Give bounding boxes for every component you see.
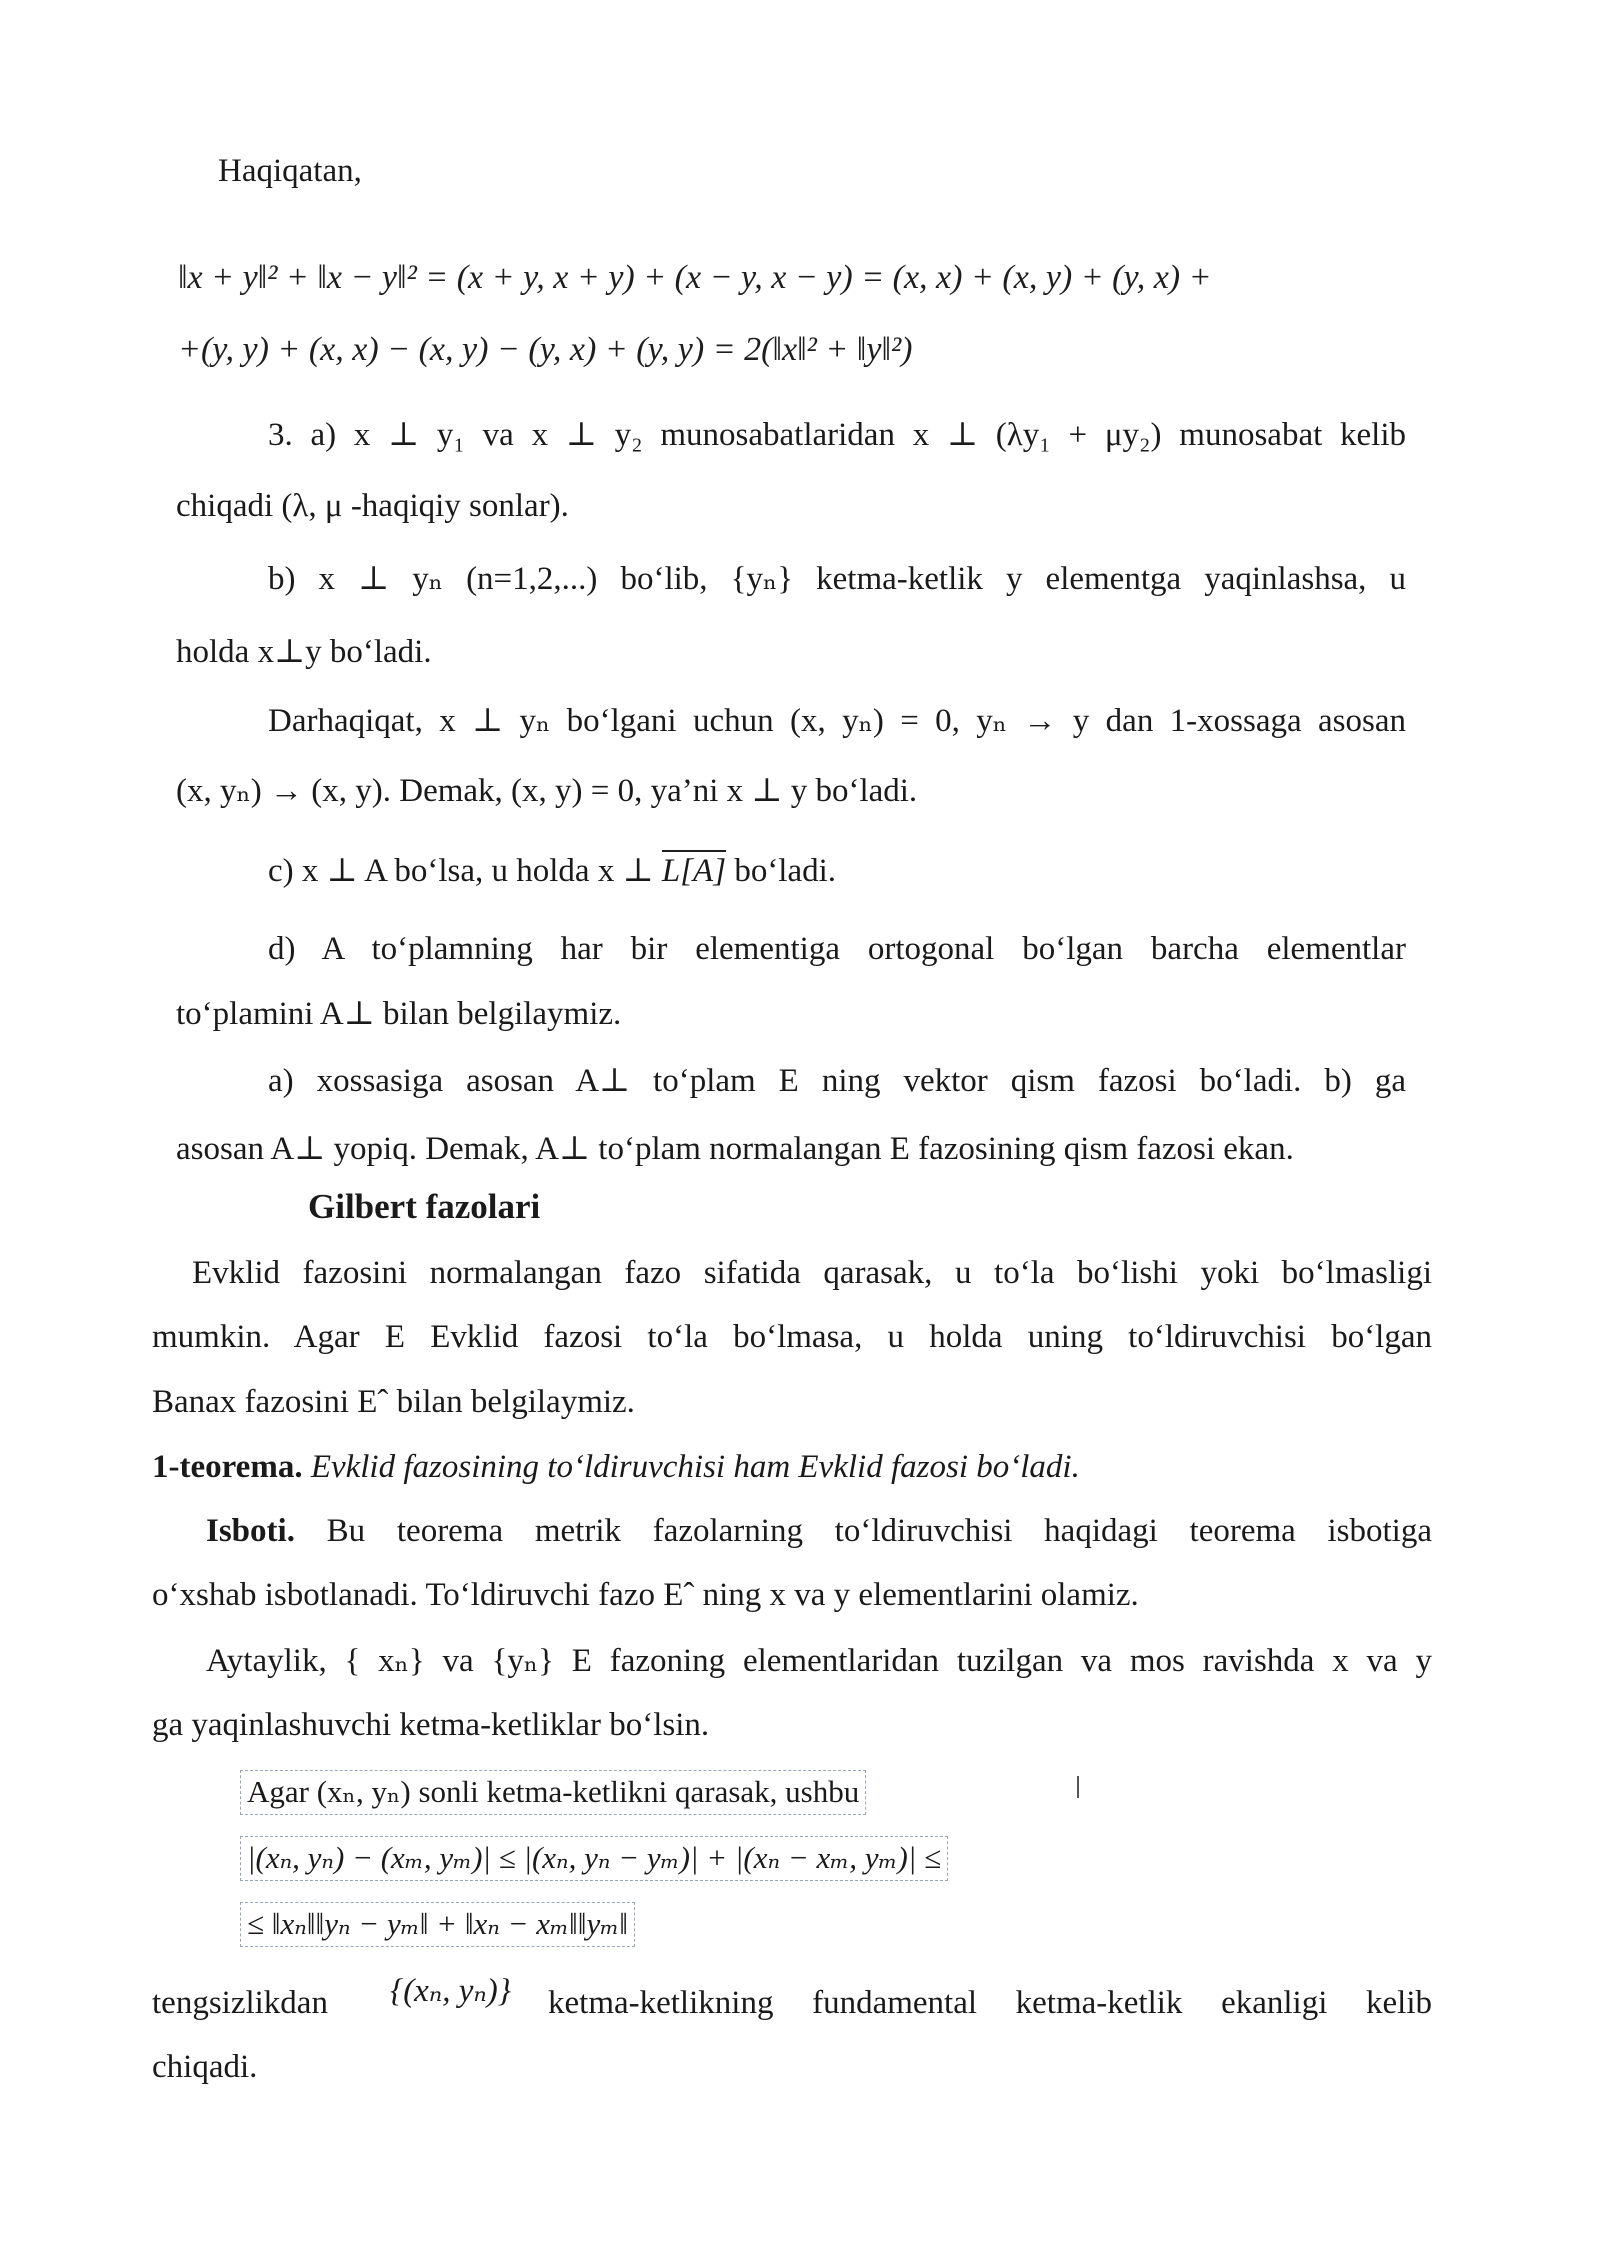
intro-text: Haqiqatan, xyxy=(218,153,362,189)
proof-intro-line-2: o‘xshab isbotlanadi. To‘ldiruvchi fazo Eˆ ning x va y elementlarini olamiz. xyxy=(152,1577,1139,1613)
property-3b-line-2: holda x⊥y bo‘ladi. xyxy=(176,634,432,670)
property-3c-prefix: c) x ⊥ A bo‘lsa, u holda x ⊥ xyxy=(268,853,662,889)
aytaylik-line-1: Aytaylik, { xₙ} va {yₙ} E fazoning elementlaridan tuzilgan va mos ravishda x va y xyxy=(206,1643,1432,1679)
proof-line-2: (x, yₙ) → (x, y). Demak, (x, y) = 0, ya’ni x ⊥ y bo‘ladi. xyxy=(176,773,918,809)
theorem xyxy=(152,1448,1080,1488)
proof-label: Isboti. xyxy=(206,1513,295,1549)
property-3d-line-2: to‘plamini A⊥ bilan belgilaymiz. xyxy=(176,996,622,1032)
aytaylik-line-2: ga yaqinlashuvchi ketma-ketliklar bo‘lsin. xyxy=(152,1707,710,1743)
theorem-statement: Evklid fazosining to‘ldiruvchisi ham Evklid fazosi bo‘ladi. xyxy=(302,1449,1080,1485)
linear-span-closure: L[A] xyxy=(662,850,726,889)
inserted-text-box-2: |(xₙ, yₙ) − (xₘ, yₘ)| ≤ |(xₙ, yₙ − yₘ)| + |(xₙ − xₘ, yₘ)| ≤ xyxy=(240,1836,948,1881)
text-cursor-mark xyxy=(1077,1776,1079,1798)
proof-intro-line-1 xyxy=(206,1512,1432,1552)
theorem-label: 1-teorema. xyxy=(152,1449,303,1485)
evklid-line-1: Evklid fazosini normalangan fazo sifatida qarasak, u to‘la bo‘lishi yoki bo‘lmasligi xyxy=(192,1255,1432,1291)
final-line-2: chiqadi. xyxy=(152,2049,258,2085)
property-3a-line-2: chiqadi (λ, μ -haqiqiy sonlar). xyxy=(176,488,569,524)
equation-line-2: +(y, y) + (x, x) − (x, y) − (y, x) + (y, y) = 2(‖x‖² + ‖y‖²) xyxy=(178,331,913,368)
property-3e-line-2: asosan A⊥ yopiq. Demak, A⊥ to‘plam normalangan E fazosining qism fazosi ekan. xyxy=(176,1131,1294,1167)
property-3b-line-1: b) x ⊥ yₙ (n=1,2,...) bo‘lib, {yₙ} ketma-ketlik y elementga yaqinlashsa, u xyxy=(268,561,1406,597)
sequence-formula: {(xₙ, yₙ)} xyxy=(390,1973,511,2009)
inserted-text-box-1: Agar (xₙ, yₙ) sonli ketma-ketlikni qarasak, ushbu xyxy=(240,1770,866,1815)
property-3c xyxy=(268,852,836,892)
property-3c-suffix: bo‘ladi. xyxy=(726,853,837,889)
inserted-text-box-3: ≤ ‖xₙ‖‖yₙ − yₘ‖ + ‖xₙ − xₘ‖‖yₘ‖ xyxy=(240,1902,635,1947)
proof-line-1: Darhaqiqat, x ⊥ yₙ bo‘lgani uchun (x, yₙ) = 0, yₙ → y dan 1-xossaga asosan xyxy=(268,703,1406,739)
final-left-text: tengsizlikdan xyxy=(152,1985,328,2021)
evklid-line-2: mumkin. Agar E Evklid fazosi to‘la bo‘lmasa, u holda uning to‘ldiruvchisi bo‘lgan xyxy=(152,1319,1432,1355)
property-3a-line-1: 3. a) x ⊥ y₁ va x ⊥ y₂ munosabatlaridan x ⊥ (λy₁ + μy₂) munosabat kelib xyxy=(268,417,1406,453)
final-right-text: ketma-ketlikning fundamental ketma-ketlik ekanligi kelib xyxy=(548,1985,1432,2021)
evklid-line-3: Banax fazosini Eˆ bilan belgilaymiz. xyxy=(152,1384,635,1420)
equation-line-1: ‖x + y‖² + ‖x − y‖² = (x + y, x + y) + (x − y, x − y) = (x, x) + (x, y) + (y, x) + xyxy=(178,259,1212,296)
property-3d-line-1: d) A to‘plamning har bir elementiga ortogonal bo‘lgan barcha elementlar xyxy=(268,931,1406,967)
proof-intro-text: Bu teorema metrik fazolarning to‘ldiruvchisi haqidagi teorema isbotiga xyxy=(294,1513,1432,1549)
property-3e-line-1: a) xossasiga asosan A⊥ to‘plam E ning vektor qism fazosi bo‘ladi. b) ga xyxy=(268,1063,1406,1099)
section-heading: Gilbert fazolari xyxy=(308,1187,541,1226)
